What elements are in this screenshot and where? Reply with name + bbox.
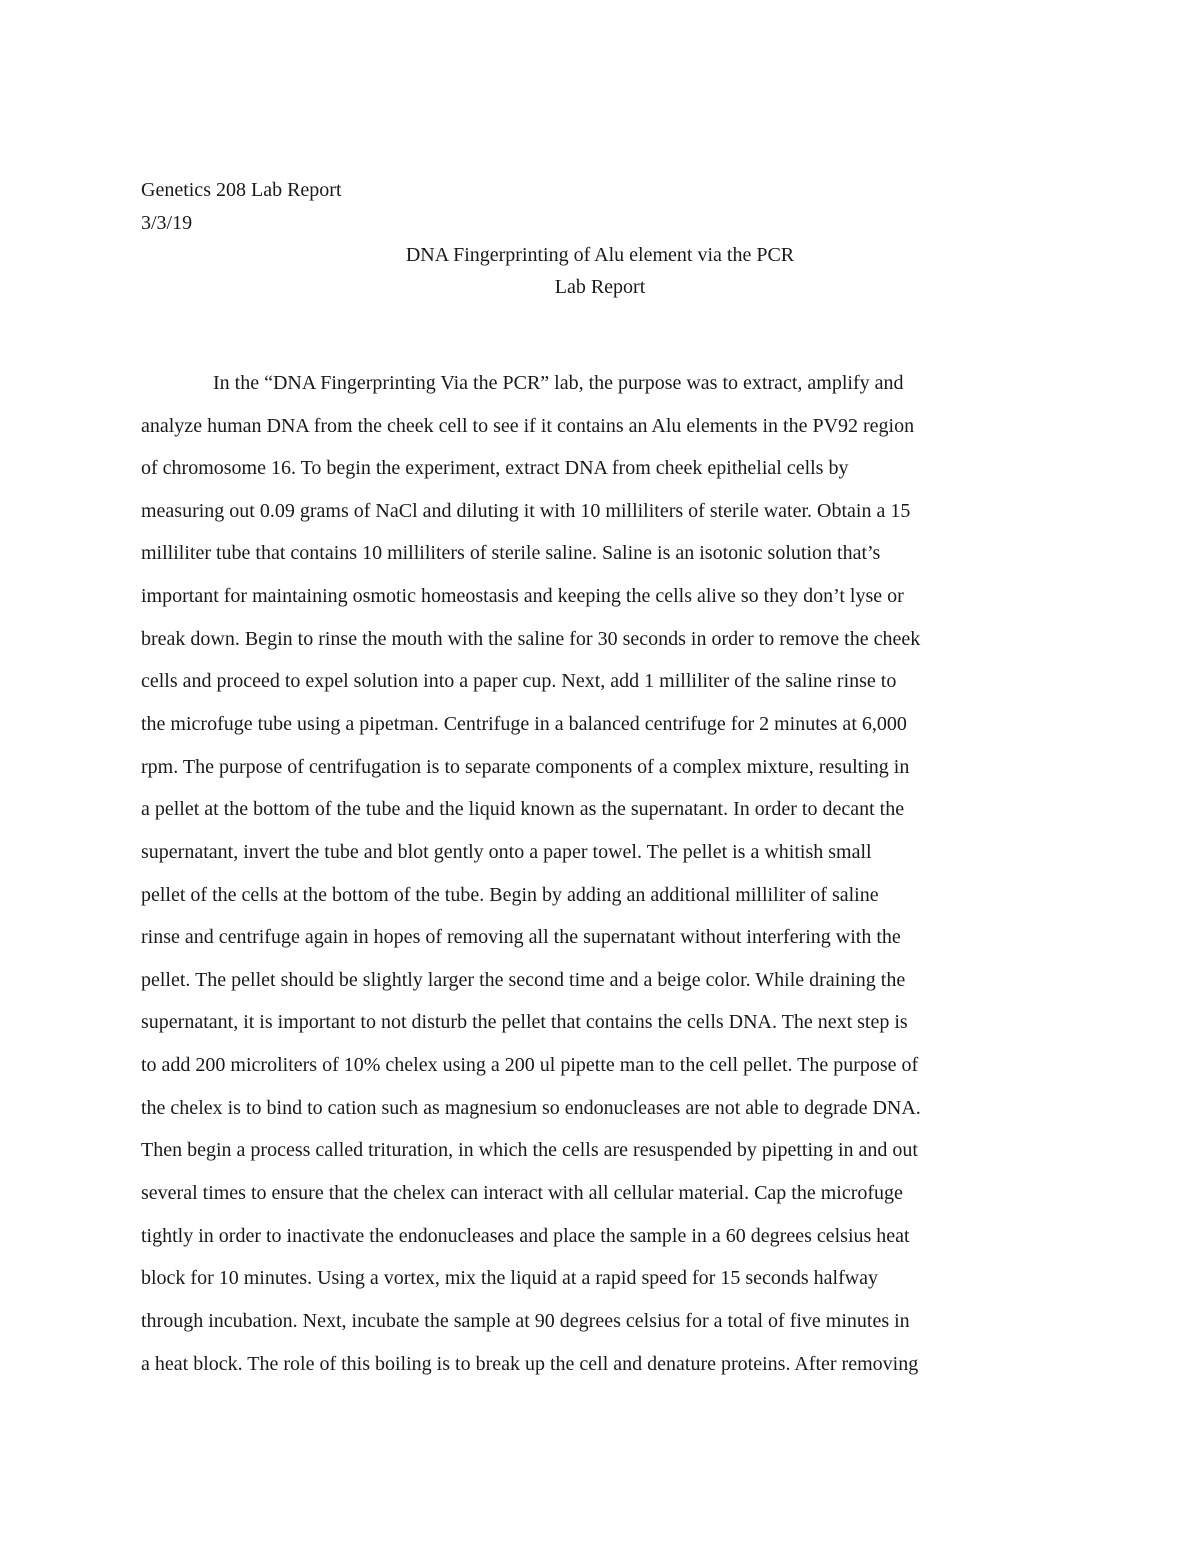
- body-line: important for maintaining osmotic homeostasis and keeping the cells alive so they don’t lyse or: [141, 585, 904, 607]
- report-date: 3/3/19: [141, 212, 193, 234]
- body-line: block for 10 minutes. Using a vortex, mix the liquid at a rapid speed for 15 seconds halfway: [141, 1267, 879, 1289]
- body-line: rinse and centrifuge again in hopes of removing all the supernatant without interfering with the: [141, 926, 901, 948]
- report-subtitle: Lab Report: [554, 276, 646, 298]
- body-line: In the “DNA Fingerprinting Via the PCR” lab, the purpose was to extract, amplify and: [213, 372, 904, 394]
- body-line: analyze human DNA from the cheek cell to see if it contains an Alu elements in the PV92 region: [141, 415, 915, 437]
- body-line: supernatant, invert the tube and blot gently onto a paper towel. The pellet is a whitish small: [141, 841, 872, 863]
- body-line: rpm. The purpose of centrifugation is to separate components of a complex mixture, resulting in: [141, 756, 910, 778]
- body-line: cells and proceed to expel solution into a paper cup. Next, add 1 milliliter of the saline rinse to: [141, 670, 897, 692]
- body-line: tightly in order to inactivate the endonucleases and place the sample in a 60 degrees celsius heat: [141, 1225, 910, 1247]
- body-line: pellet of the cells at the bottom of the tube. Begin by adding an additional milliliter of saline: [141, 884, 879, 906]
- body-line: the chelex is to bind to cation such as magnesium so endonucleases are not able to degrade DNA.: [141, 1097, 921, 1119]
- body-line: supernatant, it is important to not disturb the pellet that contains the cells DNA. The next step is: [141, 1011, 908, 1033]
- body-line: Then begin a process called trituration, in which the cells are resuspended by pipetting in and out: [141, 1139, 918, 1161]
- body-line: a pellet at the bottom of the tube and the liquid known as the supernatant. In order to decant the: [141, 798, 905, 820]
- body-line: measuring out 0.09 grams of NaCl and diluting it with 10 milliliters of sterile water. Obtain a 15: [141, 500, 911, 522]
- body-line: break down. Begin to rinse the mouth with the saline for 30 seconds in order to remove the cheek: [141, 628, 921, 650]
- course-header: Genetics 208 Lab Report: [141, 179, 342, 201]
- body-line: milliliter tube that contains 10 milliliters of sterile saline. Saline is an isotonic solution that’s: [141, 542, 881, 564]
- body-line: pellet. The pellet should be slightly larger the second time and a beige color. While draining the: [141, 969, 906, 991]
- body-line: the microfuge tube using a pipetman. Centrifuge in a balanced centrifuge for 2 minutes at 6,000: [141, 713, 907, 735]
- body-line: to add 200 microliters of 10% chelex using a 200 ul pipette man to the cell pellet. The purpose of: [141, 1054, 919, 1076]
- body-line: a heat block. The role of this boiling is to break up the cell and denature proteins. After removing: [141, 1353, 919, 1375]
- body-line: several times to ensure that the chelex can interact with all cellular material. Cap the microfuge: [141, 1182, 903, 1204]
- body-line: through incubation. Next, incubate the sample at 90 degrees celsius for a total of five minutes in: [141, 1310, 910, 1332]
- body-line: of chromosome 16. To begin the experiment, extract DNA from cheek epithelial cells by: [141, 457, 849, 479]
- report-title: DNA Fingerprinting of Alu element via the PCR: [405, 244, 795, 266]
